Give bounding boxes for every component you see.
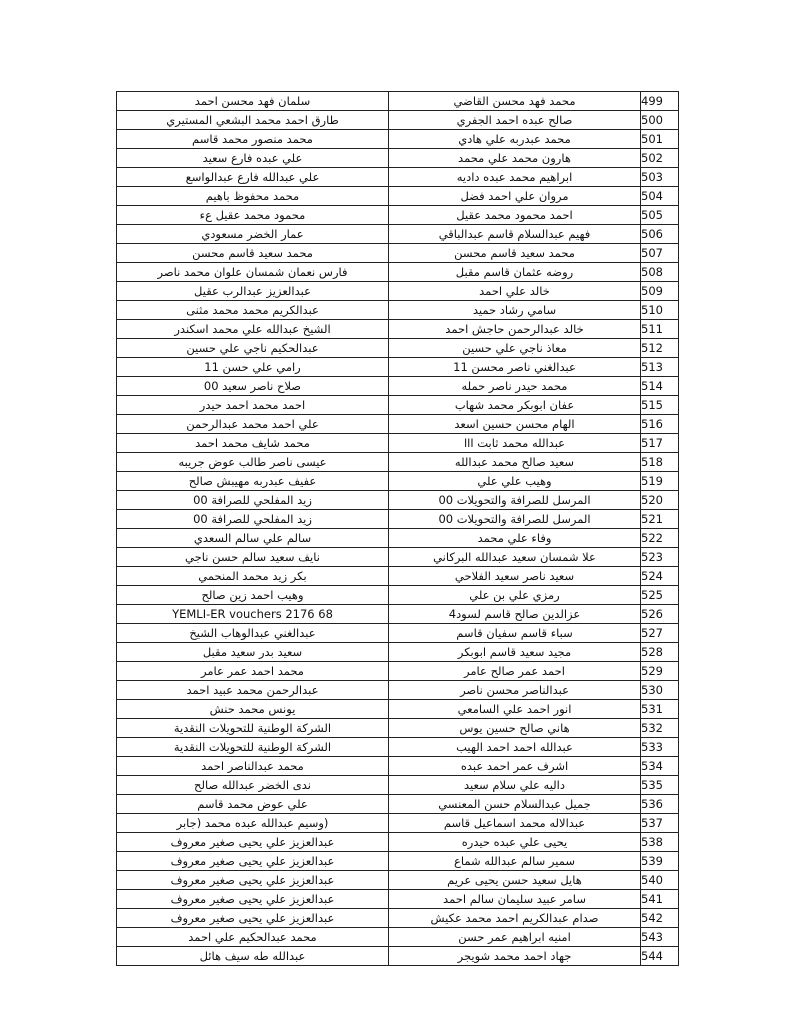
table-row: [117, 168, 679, 187]
beneficiary-cell: محمد عبدالناصر احمد: [117, 757, 389, 776]
row-number-cell: 516: [641, 415, 679, 434]
beneficiary-cell: محمد عبدالحكيم علي احمد: [117, 928, 389, 947]
beneficiary-cell: علي عوض محمد قاسم: [117, 795, 389, 814]
table-row: [117, 567, 679, 586]
table-row: [117, 605, 679, 624]
name-cell: ابراهيم محمد عبده داديه: [389, 168, 641, 187]
name-cell: عبدالناصر محسن ناصر: [389, 681, 641, 700]
row-number-cell: 520: [641, 491, 679, 510]
row-number-cell: 538: [641, 833, 679, 852]
table-row: [117, 149, 679, 168]
beneficiary-cell: محمد سعيد قاسم محسن: [117, 244, 389, 263]
table-row: [117, 453, 679, 472]
table-row: [117, 662, 679, 681]
name-cell: اشرف عمر احمد عبده: [389, 757, 641, 776]
table-row: [117, 757, 679, 776]
row-number-cell: 524: [641, 567, 679, 586]
table-row: [117, 719, 679, 738]
beneficiary-cell: محمد احمد عمر عامر: [117, 662, 389, 681]
row-number-cell: 514: [641, 377, 679, 396]
beneficiary-cell: الشيخ عبدالله علي محمد اسكندر: [117, 320, 389, 339]
row-number-cell: 508: [641, 263, 679, 282]
name-cell: خالد علي احمد: [389, 282, 641, 301]
row-number-cell: 534: [641, 757, 679, 776]
name-cell: امنيه ابراهيم عمر حسن: [389, 928, 641, 947]
table-row: [117, 681, 679, 700]
beneficiary-cell: ندى الخضر عبدالله صالح: [117, 776, 389, 795]
beneficiary-cell: احمد محمد احمد حيدر: [117, 396, 389, 415]
beneficiary-cell: محمد شايف محمد احمد: [117, 434, 389, 453]
name-cell: صالح عبده احمد الجفري: [389, 111, 641, 130]
name-cell: عزالدين صالح قاسم لسود4: [389, 605, 641, 624]
beneficiary-cell: فارس نعمان شمسان علوان محمد ناصر: [117, 263, 389, 282]
beneficiary-cell: عبدالله طه سيف هائل: [117, 947, 389, 966]
table-row: [117, 510, 679, 529]
beneficiary-cell: عمار الخضر مسعودي: [117, 225, 389, 244]
table-row: [117, 852, 679, 871]
beneficiary-cell: عفيف عبدربه مهيبش صالح: [117, 472, 389, 491]
beneficiary-cell: علي عبده فارع سعيد: [117, 149, 389, 168]
name-cell: وهيب علي علي: [389, 472, 641, 491]
table-row: [117, 795, 679, 814]
row-number-cell: 528: [641, 643, 679, 662]
name-cell: علا شمسان سعيد عبدالله البركاني: [389, 548, 641, 567]
row-number-cell: 507: [641, 244, 679, 263]
row-number-cell: 525: [641, 586, 679, 605]
name-cell: احمد عمر صالح عامر: [389, 662, 641, 681]
name-cell: هايل سعيد حسن يحيى عريم: [389, 871, 641, 890]
beneficiary-cell: عبدالغني عبدالوهاب الشيخ: [117, 624, 389, 643]
row-number-cell: 500: [641, 111, 679, 130]
beneficiary-cell: سعيد بدر سعيد مقبل: [117, 643, 389, 662]
row-number-cell: 501: [641, 130, 679, 149]
name-cell: يحيى علي عبده حيدره: [389, 833, 641, 852]
row-number-cell: 522: [641, 529, 679, 548]
name-cell: الهام محسن حسين اسعد: [389, 415, 641, 434]
beneficiary-cell: سالم علي سالم السعدي: [117, 529, 389, 548]
name-cell: معاذ ناجي علي حسين: [389, 339, 641, 358]
name-cell: روضه عثمان قاسم مقبل: [389, 263, 641, 282]
name-cell: سامر عبيد سليمان سالم احمد: [389, 890, 641, 909]
beneficiary-cell: YEMLI-ER vouchers 2176 68: [117, 605, 389, 624]
table-row: [117, 947, 679, 966]
beneficiary-cell: عبدالعزيز علي يحيى صغير معروف: [117, 871, 389, 890]
row-number-cell: 499: [641, 92, 679, 111]
name-cell: داليه علي سلام سعيد: [389, 776, 641, 795]
name-cell: وفاء علي محمد: [389, 529, 641, 548]
beneficiary-cell: عبدالعزيز علي يحيى صغير معروف: [117, 852, 389, 871]
beneficiary-cell: سلمان فهد محسن احمد: [117, 92, 389, 111]
row-number-cell: 532: [641, 719, 679, 738]
table-row: [117, 643, 679, 662]
table-row: [117, 206, 679, 225]
table-row: [117, 415, 679, 434]
table-row: [117, 396, 679, 415]
row-number-cell: 512: [641, 339, 679, 358]
table-row: [117, 624, 679, 643]
table-row: [117, 225, 679, 244]
table-body: [117, 92, 679, 966]
row-number-cell: 513: [641, 358, 679, 377]
row-number-cell: 503: [641, 168, 679, 187]
table-row: [117, 282, 679, 301]
beneficiary-cell: عبدالعزيز عبدالرب عقيل: [117, 282, 389, 301]
table-row: [117, 491, 679, 510]
beneficiary-cell: زيد المفلحي للصرافة 00: [117, 491, 389, 510]
name-cell: فهيم عبدالسلام قاسم عبدالباقي: [389, 225, 641, 244]
table-row: [117, 358, 679, 377]
beneficiary-cell: محمود محمد عقيل عء: [117, 206, 389, 225]
table-row: [117, 928, 679, 947]
name-cell: هارون محمد علي محمد: [389, 149, 641, 168]
beneficiary-cell: زيد المفلحي للصرافة 00: [117, 510, 389, 529]
row-number-cell: 539: [641, 852, 679, 871]
name-cell: عفان ابوبكر محمد شهاب: [389, 396, 641, 415]
name-cell: سامي رشاد حميد: [389, 301, 641, 320]
table-row: [117, 320, 679, 339]
row-number-cell: 536: [641, 795, 679, 814]
beneficiary-cell: عبدالعزيز علي يحيى صغير معروف: [117, 909, 389, 928]
beneficiary-cell: علي عبدالله فارع عبدالواسع: [117, 168, 389, 187]
name-cell: خالد عبدالرحمن حاجش احمد: [389, 320, 641, 339]
row-number-cell: 542: [641, 909, 679, 928]
row-number-cell: 519: [641, 472, 679, 491]
name-cell: جهاد احمد محمد شويجر: [389, 947, 641, 966]
table-row: [117, 339, 679, 358]
table-row: [117, 187, 679, 206]
table-row: [117, 92, 679, 111]
beneficiary-cell: رامي علي حسن 11: [117, 358, 389, 377]
name-cell: عبدالله احمد احمد الهيب: [389, 738, 641, 757]
table-row: [117, 377, 679, 396]
name-cell: هاني صالح حسين يوس: [389, 719, 641, 738]
row-number-cell: 504: [641, 187, 679, 206]
name-cell: عبدالاله محمد اسماعيل قاسم: [389, 814, 641, 833]
table-row: [117, 814, 679, 833]
row-number-cell: 521: [641, 510, 679, 529]
name-cell: مروان علي احمد فضل: [389, 187, 641, 206]
beneficiary-cell: (وسيم عبدالله عبده محمد (جابر: [117, 814, 389, 833]
name-cell: محمد عبدربه علي هادي: [389, 130, 641, 149]
name-cell: سعيد صالح محمد عبدالله: [389, 453, 641, 472]
beneficiary-cell: بكر زيد محمد المنحمي: [117, 567, 389, 586]
row-number-cell: 543: [641, 928, 679, 947]
row-number-cell: 515: [641, 396, 679, 415]
name-cell: صدام عبدالكريم احمد محمد عكيش: [389, 909, 641, 928]
table-row: [117, 909, 679, 928]
name-cell: سعيد ناصر سعيد الفلاحي: [389, 567, 641, 586]
table-row: [117, 434, 679, 453]
row-number-cell: 529: [641, 662, 679, 681]
beneficiary-cell: عبدالرحمن محمد عبيد احمد: [117, 681, 389, 700]
row-number-cell: 505: [641, 206, 679, 225]
beneficiary-cell: عبدالكريم محمد محمد مثنى: [117, 301, 389, 320]
beneficiary-cell: صلاح ناصر سعيد 00: [117, 377, 389, 396]
row-number-cell: 523: [641, 548, 679, 567]
row-number-cell: 517: [641, 434, 679, 453]
name-cell: محمد سعيد قاسم محسن: [389, 244, 641, 263]
row-number-cell: 510: [641, 301, 679, 320]
beneficiary-cell: عبدالعزيز علي يحيى صغير معروف: [117, 890, 389, 909]
name-cell: انور احمد علي السامعي: [389, 700, 641, 719]
beneficiary-cell: محمد محفوظ باهيم: [117, 187, 389, 206]
table-row: [117, 130, 679, 149]
table-row: [117, 833, 679, 852]
row-number-cell: 537: [641, 814, 679, 833]
table-row: [117, 548, 679, 567]
table-row: [117, 529, 679, 548]
row-number-cell: 527: [641, 624, 679, 643]
beneficiary-cell: طارق احمد محمد البشعي المستيري: [117, 111, 389, 130]
beneficiary-cell: محمد منصور محمد قاسم: [117, 130, 389, 149]
beneficiary-cell: الشركة الوطنية للتحويلات النقدية: [117, 719, 389, 738]
row-number-cell: 518: [641, 453, 679, 472]
table-row: [117, 586, 679, 605]
beneficiary-cell: عيسى ناصر طالب عوض جريبه: [117, 453, 389, 472]
name-cell: سمير سالم عبدالله شماع: [389, 852, 641, 871]
table-row: [117, 738, 679, 757]
name-cell: عبدالغني ناصر محسن 11: [389, 358, 641, 377]
table-row: [117, 111, 679, 130]
name-cell: مجيد سعيد قاسم ابوبكر: [389, 643, 641, 662]
name-cell: سباء قاسم سفيان قاسم: [389, 624, 641, 643]
beneficiary-cell: الشركة الوطنية للتحويلات النقدية: [117, 738, 389, 757]
row-number-cell: 540: [641, 871, 679, 890]
name-cell: احمد محمود محمد عقيل: [389, 206, 641, 225]
row-number-cell: 535: [641, 776, 679, 795]
beneficiary-cell: وهيب احمد زين صالح: [117, 586, 389, 605]
name-cell: المرسل للصرافة والتحويلات 00: [389, 510, 641, 529]
name-cell: رمزي علي بن علي: [389, 586, 641, 605]
beneficiary-cell: نايف سعيد سالم حسن ناجي: [117, 548, 389, 567]
row-number-cell: 533: [641, 738, 679, 757]
row-number-cell: 541: [641, 890, 679, 909]
row-number-cell: 502: [641, 149, 679, 168]
table-row: [117, 700, 679, 719]
table-row: [117, 776, 679, 795]
name-cell: محمد فهد محسن القاضي: [389, 92, 641, 111]
table-row: [117, 890, 679, 909]
name-cell: المرسل للصرافة والتحويلات 00: [389, 491, 641, 510]
row-number-cell: 530: [641, 681, 679, 700]
name-cell: جميل عبدالسلام حسن المعنسي: [389, 795, 641, 814]
row-number-cell: 544: [641, 947, 679, 966]
row-number-cell: 531: [641, 700, 679, 719]
beneficiary-cell: عبدالحكيم ناجي علي حسين: [117, 339, 389, 358]
table-row: [117, 871, 679, 890]
name-cell: عبدالله محمد ثابت ااا: [389, 434, 641, 453]
row-number-cell: 526: [641, 605, 679, 624]
beneficiary-cell: يونس محمد حنش: [117, 700, 389, 719]
names-table: [116, 91, 679, 966]
row-number-cell: 511: [641, 320, 679, 339]
table-row: [117, 244, 679, 263]
table-row: [117, 472, 679, 491]
row-number-cell: 506: [641, 225, 679, 244]
name-cell: محمد حيدر ناصر حمله: [389, 377, 641, 396]
row-number-cell: 509: [641, 282, 679, 301]
table-row: [117, 301, 679, 320]
beneficiary-cell: علي احمد محمد عبدالرحمن: [117, 415, 389, 434]
table-row: [117, 263, 679, 282]
beneficiary-cell: عبدالعزيز علي يحيى صغير معروف: [117, 833, 389, 852]
